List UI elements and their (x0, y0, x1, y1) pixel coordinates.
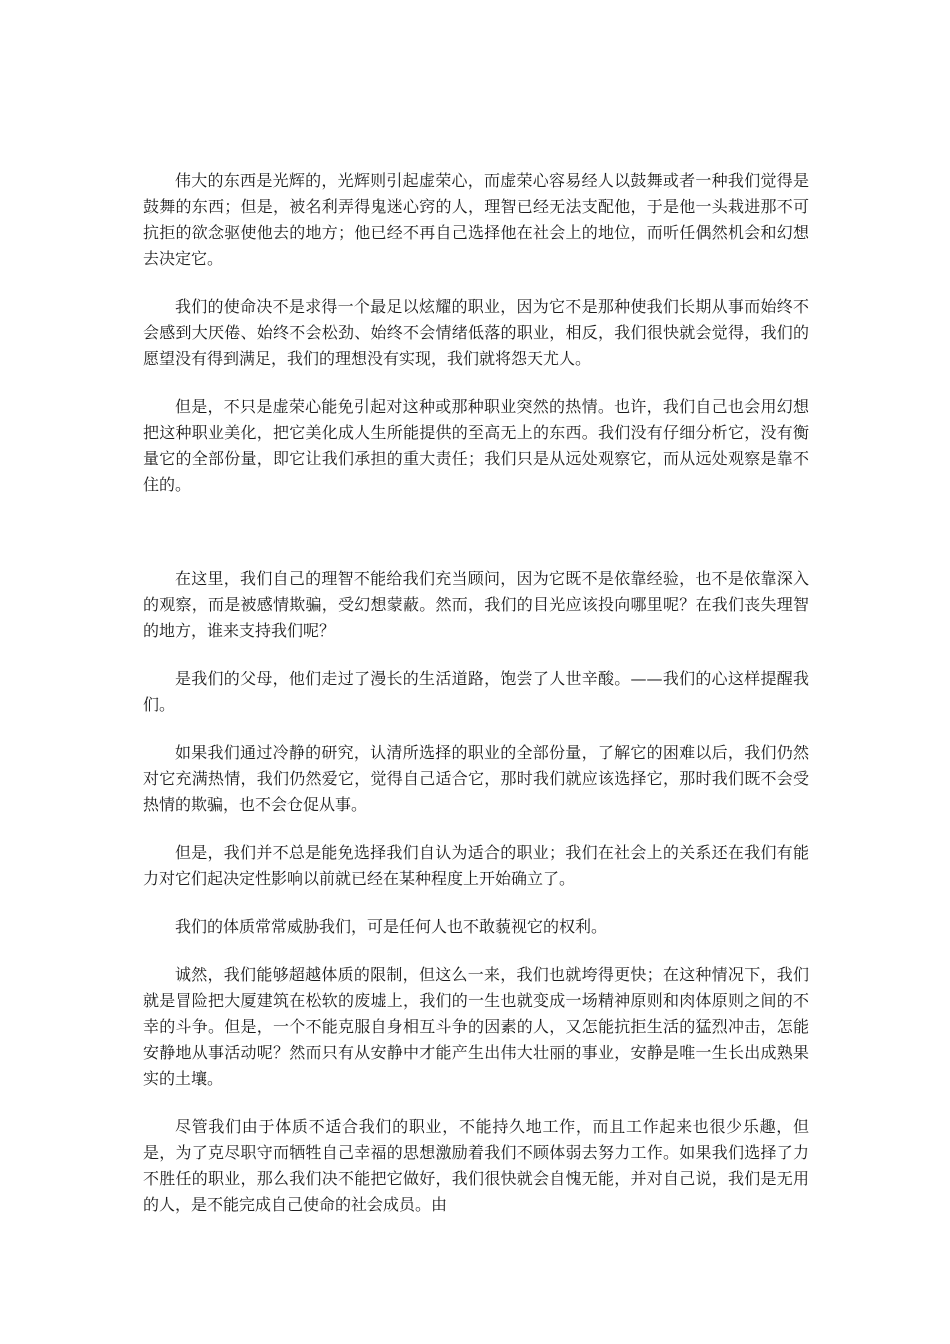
paragraph: 但是，不只是虚荣心能免引起对这种或那种职业突然的热情。也许，我们自己也会用幻想把这种职业美化，把它美化成人生所能提供的至高无上的东西。我们没有仔细分析它，没有衡量它的全部份量，即它让我们承担的重大责任；我们只是从远处观察它，而从远处观察是靠不住的。 (143, 397, 809, 494)
paragraph: 如果我们通过冷静的研究，认清所选择的职业的全部份量，了解它的困难以后，我们仍然对它充满热情，我们仍然爱它，觉得自己适合它，那时我们就应该选择它，那时我们既不会受热情的欺骗，也不会仓促从事。 (143, 743, 809, 814)
paragraph: 是我们的父母，他们走过了漫长的生活道路，饱尝了人世辛酸。——我们的心这样提醒我们。 (143, 669, 809, 714)
paragraph: 我们的体质常常威胁我们，可是任何人也不敢藐视它的权利。 (175, 917, 608, 936)
paragraph: 我们的使命决不是求得一个最足以炫耀的职业，因为它不是那种使我们长期从事而始终不会感到大厌倦、始终不会松劲、始终不会情绪低落的职业，相反，我们很快就会觉得，我们的愿望没有得到满足，我们的理想没有实现，我们就将怨天尤人。 (143, 297, 809, 368)
section-gap (143, 520, 809, 566)
paragraph: 诚然，我们能够超越体质的限制，但这么一来，我们也就垮得更快；在这种情况下，我们就是冒险把大厦建筑在松软的废墟上，我们的一生也就变成一场精神原则和肉体原则之间的不幸的斗争。但是，一个不能克服自身相互斗争的因素的人，又怎能抗拒生活的猛烈冲击，怎能安静地从事活动呢？然而只有从安静中才能产生出伟大壮丽的事业，安静是唯一生长出成熟果实的土壤。 (143, 965, 809, 1088)
paragraph: 但是，我们并不总是能免选择我们自认为适合的职业；我们在社会上的关系还在我们有能力对它们起决定性影响以前就已经在某种程度上开始确立了。 (143, 843, 809, 888)
document-page (143, 168, 809, 1240)
paragraph: 尽管我们由于体质不适合我们的职业，不能持久地工作，而且工作起来也很少乐趣，但是，为了克尽职守而牺牲自己幸福的思想激励着我们不顾体弱去努力工作。如果我们选择了力不胜任的职业，那么我们决不能把它做好，我们很快就会自愧无能，并对自己说，我们是无用的人，是不能完成自己使命的社会成员。由 (143, 1117, 809, 1214)
paragraph: 伟大的东西是光辉的，光辉则引起虚荣心，而虚荣心容易经人以鼓舞或者一种我们觉得是鼓舞的东西；但是，被名利弄得鬼迷心窍的人，理智已经无法支配他，于是他一头栽进那不可抗拒的欲念驱使他去的地方；他已经不再自己选择他在社会上的地位，而听任偶然机会和幻想去决定它。 (143, 171, 809, 268)
paragraph: 在这里，我们自己的理智不能给我们充当顾问，因为它既不是依靠经验，也不是依靠深入的观察，而是被感情欺骗，受幻想蒙蔽。然而，我们的目光应该投向哪里呢？在我们丧失理智的地方，谁来支持我们呢？ (143, 569, 809, 640)
